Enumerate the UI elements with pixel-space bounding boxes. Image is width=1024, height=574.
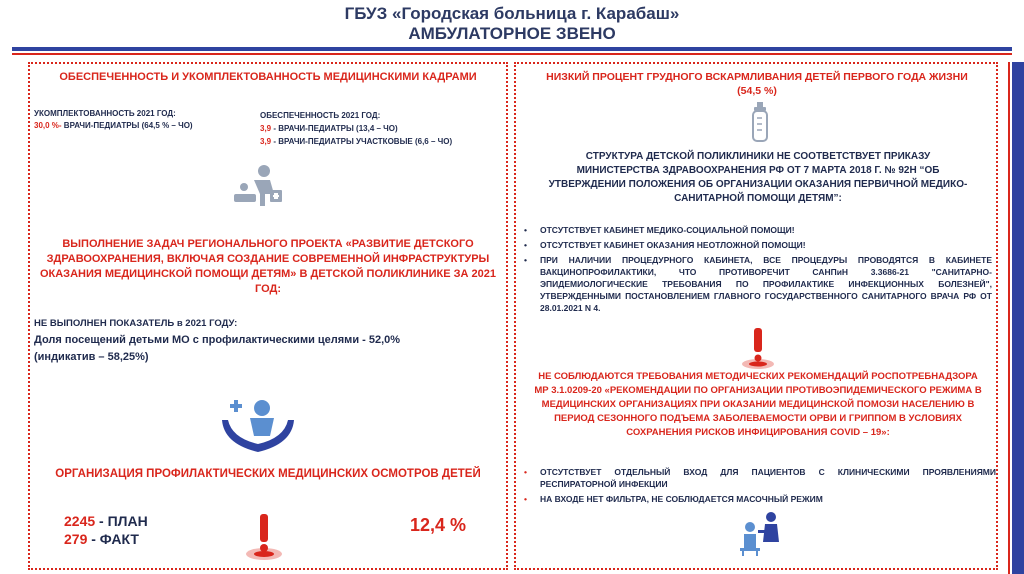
structure-list <box>522 224 992 314</box>
fact-value: 279 <box>64 531 88 547</box>
list-item: • ОТСУТСТВУЕТ КАБИНЕТ МЕДИКО-СОЦИАЛЬНОЙ ПОМОЩИ! <box>522 224 992 236</box>
plan-value: 2245 <box>64 513 96 529</box>
left-panel <box>28 62 508 570</box>
staffing-value: 30,0 %- <box>34 121 62 130</box>
breastfeeding-value: (54,5 %) <box>737 85 777 97</box>
regional-project-title: ВЫПОЛНЕНИЕ ЗАДАЧ РЕГИОНАЛЬНОГО ПРОЕКТА «РАЗВИТИЕ ДЕТСКОГО ЗДРАВООХРАНЕНИЯ, ВКЛЮЧАЯ СОЗДАНИЕ СОВРЕМЕННОЙ ИНФРАСТРУКТУРЫ ОКАЗАНИЯ МЕДИЦИНСКОЙ ПОМОЩИ ДЕТЯМ» В ДЕТСКОЙ ПОЛИКЛИНИКЕ ЗА 2021 ГОД: <box>39 238 497 295</box>
provision-item <box>260 123 506 135</box>
sanitary-title: НЕ СОБЛЮДАЮТСЯ ТРЕБОВАНИЯ МЕТОДИЧЕСКИХ РЕКОМЕНДАЦИЙ РОСПОТРЕБНАДЗОРА МР 3.1.0209-20 «РЕКОМЕНДАЦИИ ПО ОРГАНИЗАЦИИ ПРОТИВОЭПИДЕМИЧЕСКОГО РЕЖИМА В МЕДИЦИНСКИХ ОРГАНИЗАЦИЯХ ПРИ ОКАЗАНИИ МЕДИЦИНСКОЙ ПОМОЗИ НАСЕЛЕНИЮ В ПЕРИОД СЕЗОННОГО ПОДЪЕМА ЗАБОЛЕВАЕМОСТИ ОРВИ И ГРИППОМ В УСЛОВИЯХ СОХРАНЕНИЯ РИСКОВ ИНФИЦИРОВАНИЯ COVID – 19»: <box>534 371 982 438</box>
baby-bottle-icon <box>748 102 772 142</box>
staffing-section-title: ОБЕСПЕЧЕННОСТЬ И УКОМПЛЕКТОВАННОСТЬ МЕДИЦИНСКИМИ КАДРАМИ <box>59 71 477 83</box>
list-item: • ПРИ НАЛИЧИИ ПРОЦЕДУРНОГО КАБИНЕТА, ВСЕ ПРОЦЕДУРЫ ПРОВОДЯТСЯ В КАБИНЕТЕ ВАКЦИНОПРОФИЛАКТИКИ, ЧТО ПРОТИВОРЕЧИТ САНПиН 3.3686-21 "САНИТАРНО-ЭПИДЕМИОЛОГИЧЕСКИЕ ТРЕБОВАНИЯ ПО ПРОФИЛАКТИКЕ ИНФЕКЦИОННЫХ БОЛЕЗНЕЙ", УТВЕРЖДЕННЫМИ ПОСТАНОВЛЕНИЕМ ГЛАВНОГО ГОСУДАРСТВЕННОГО САНИТАРНОГО ВРАЧА РФ ОТ 28.01.2021 N 4. <box>522 254 992 314</box>
provision-value: 3,9 <box>260 124 272 133</box>
fact-label: - ФАКТ <box>87 531 139 547</box>
alert-exclamation-icon <box>738 326 778 370</box>
doctor-patient-icon <box>738 510 784 556</box>
alert-exclamation-icon <box>242 510 286 562</box>
plan-label: - ПЛАН <box>95 513 148 529</box>
percent-value: 12,4 % <box>410 515 467 535</box>
doctor-with-child-icon <box>230 164 284 208</box>
staffing-label: УКОМПЛЕКТОВАННОСТЬ 2021 ГОД: <box>34 109 176 118</box>
page-title: ГБУЗ «Городская больница г. Карабаш» <box>344 4 680 23</box>
sanitary-list <box>522 466 996 505</box>
staffing-line <box>34 120 264 132</box>
page-subtitle: АМБУЛАТОРНОЕ ЗВЕНО <box>408 24 616 43</box>
list-item: • ОТСУТСТВУЕТ КАБИНЕТ ОКАЗАНИЯ НЕОТЛОЖНОЙ ПОМОЩИ! <box>522 239 992 251</box>
side-decor-strip <box>1012 62 1024 574</box>
list-item: • НА ВХОДЕ НЕТ ФИЛЬТРА, НЕ СОБЛЮДАЕТСЯ МАСОЧНЫЙ РЕЖИМ <box>522 493 996 505</box>
fact-line <box>64 531 139 547</box>
provision-text: - ВРАЧИ-ПЕДИАТРЫ УЧАСТКОВЫЕ (6,6 – ЧО) <box>271 137 453 146</box>
page-header <box>0 4 1024 44</box>
breastfeeding-title: НИЗКИЙ ПРОЦЕНТ ГРУДНОГО ВСКАРМЛИВАНИЯ ДЕТЕЙ ПЕРВОГО ГОДА ЖИЗНИ <box>546 71 968 83</box>
indicator-text: Доля посещений детьми МО с профилактическими целями - 52,0% <box>34 334 401 346</box>
structure-title: СТРУКТУРА ДЕТСКОЙ ПОЛИКЛИНИКИ НЕ СООТВЕТСТВУЕТ ПРИКАЗУ МИНИСТЕРСТВА ЗДРАВООХРАНЕНИЯ РФ ОТ 7 МАРТА 2018 Г. № 92Н “ОБ УТВЕРЖДЕНИИ ПОЛОЖЕНИЯ ОБ ОРГАНИЗАЦИИ ОКАЗАНИЯ ПЕРВИЧНОЙ МЕДИКО-САНИТАРНОЙ ПОМОЩИ ДЕТЯМ”: <box>548 151 968 204</box>
indicator-target: (индикатив – 58,25%) <box>34 351 149 363</box>
staffing-text: ВРАЧИ-ПЕДИАТРЫ (64,5 % – ЧО) <box>61 121 193 130</box>
header-rule-blue <box>12 47 1012 51</box>
header-rule-red <box>12 53 1012 55</box>
right-panel <box>514 62 998 570</box>
child-care-hands-icon <box>218 396 298 454</box>
plan-line <box>64 513 148 529</box>
provision-text: - ВРАЧИ-ПЕДИАТРЫ (13,4 – ЧО) <box>271 124 398 133</box>
not-met-label: НЕ ВЫПОЛНЕН ПОКАЗАТЕЛЬ в 2021 ГОДУ: <box>34 318 238 329</box>
provision-item <box>260 136 506 148</box>
list-item: • ОТСУТСТВУЕТ ОТДЕЛЬНЫЙ ВХОД ДЛЯ ПАЦИЕНТОВ С КЛИНИЧЕСКИМИ ПРОЯВЛЕНИЯМИ РЕСПИРАТОРНОЙ ИНФЕКЦИИ <box>522 466 996 490</box>
provision-value: 3,9 <box>260 137 272 146</box>
provision-label: ОБЕСПЕЧЕННОСТЬ 2021 ГОД: <box>260 111 381 120</box>
checkups-title: ОРГАНИЗАЦИЯ ПРОФИЛАКТИЧЕСКИХ МЕДИЦИНСКИХ ОСМОТРОВ ДЕТЕЙ <box>55 468 481 480</box>
